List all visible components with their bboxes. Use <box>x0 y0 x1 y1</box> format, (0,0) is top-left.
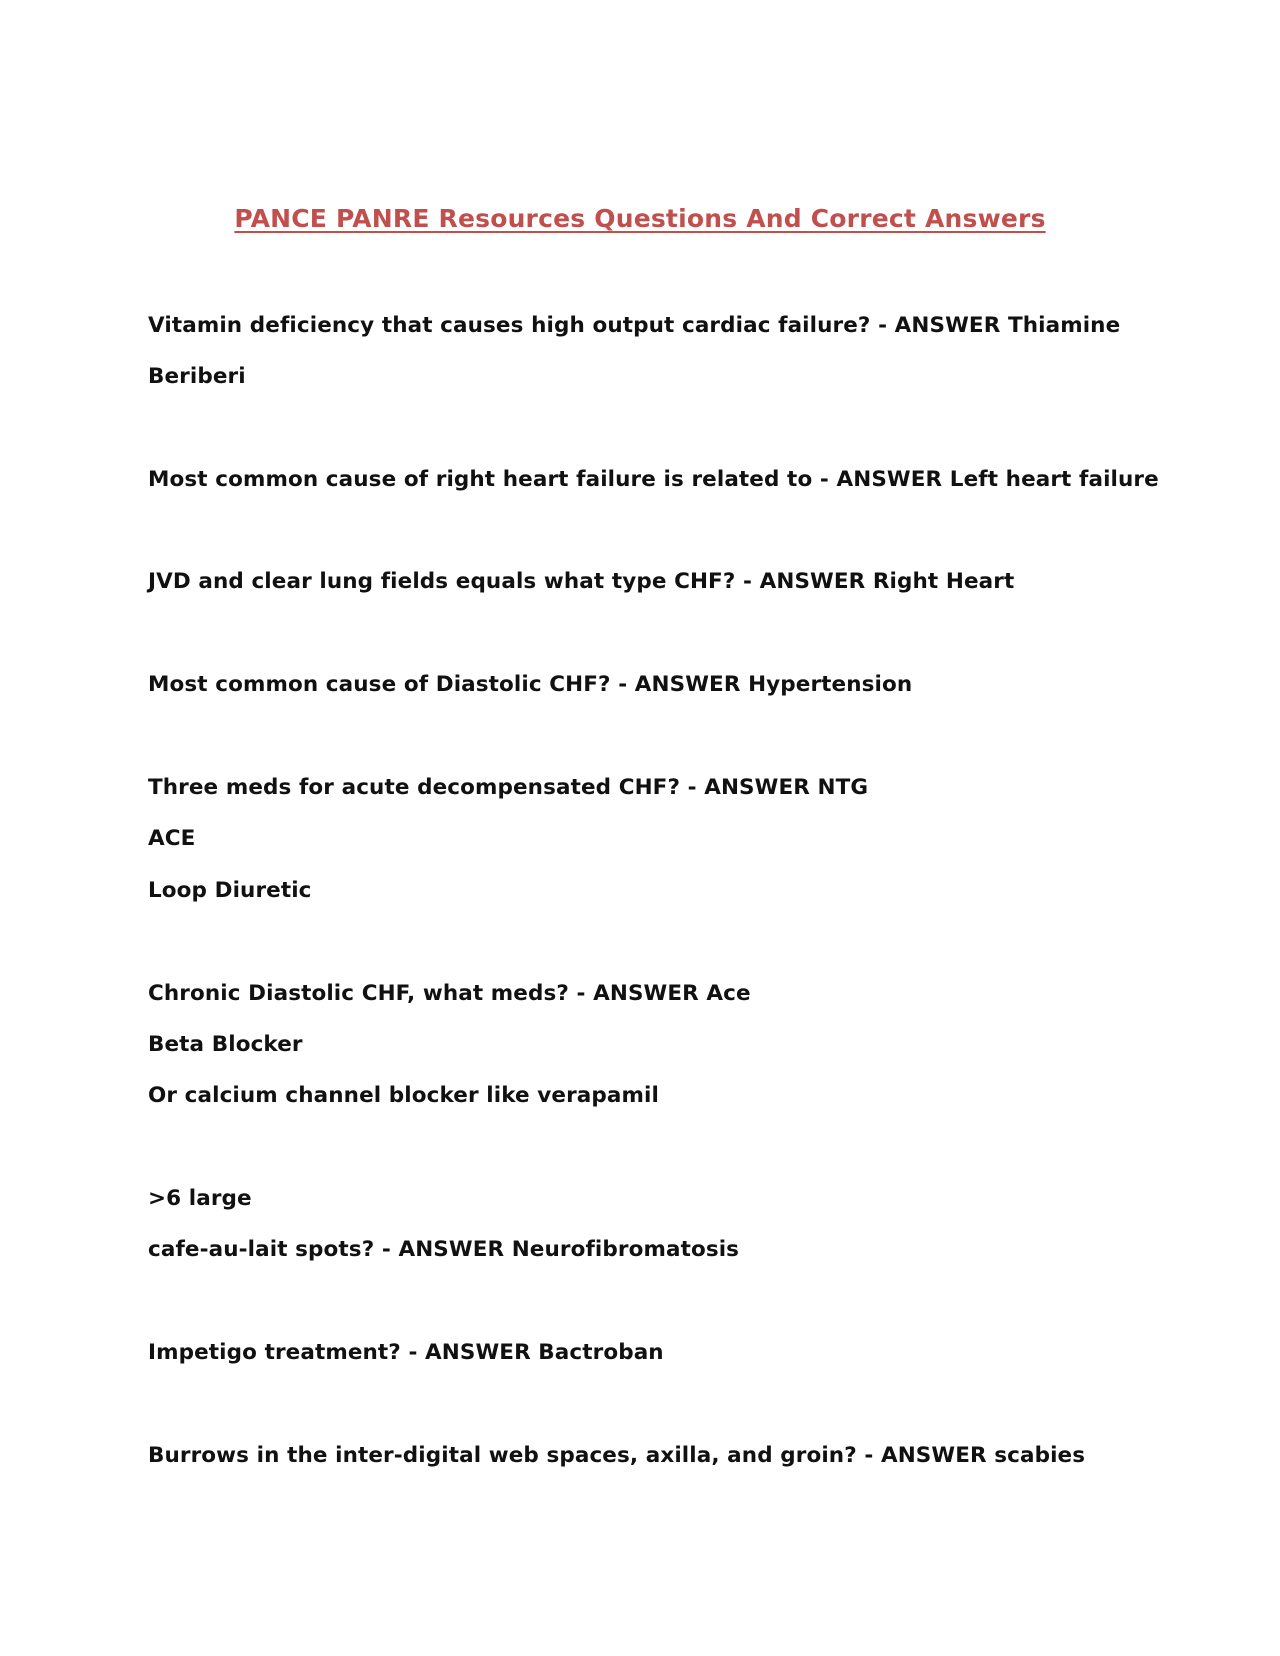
qa-line: Chronic Diastolic CHF, what meds? - ANSWER Ace <box>148 981 751 1006</box>
qa-line: Loop Diuretic <box>148 878 312 903</box>
qa-line: Beriberi <box>148 364 246 389</box>
qa-line: Vitamin deficiency that causes high output cardiac failure? - ANSWER Thiamine <box>148 313 1121 338</box>
qa-line: cafe-au-lait spots? - ANSWER Neurofibromatosis <box>148 1237 740 1262</box>
qa-line: Beta Blocker <box>148 1032 303 1057</box>
qa-line: JVD and clear lung fields equals what type CHF? - ANSWER Right Heart <box>148 569 1015 594</box>
qa-line: Most common cause of Diastolic CHF? - ANSWER Hypertension <box>148 672 913 697</box>
qa-line: Or calcium channel blocker like verapamil <box>148 1083 659 1108</box>
document-title: PANCE PANRE Resources Questions And Correct Answers <box>234 204 1046 233</box>
qa-line: Most common cause of right heart failure is related to - ANSWER Left heart failure <box>148 467 1159 492</box>
qa-line: ACE <box>148 826 196 851</box>
qa-line: Three meds for acute decompensated CHF? - ANSWER NTG <box>148 775 869 800</box>
qa-line: Burrows in the inter-digital web spaces, axilla, and groin? - ANSWER scabies <box>148 1443 1086 1468</box>
qa-line: >6 large <box>148 1186 252 1211</box>
qa-line: Impetigo treatment? - ANSWER Bactroban <box>148 1340 664 1365</box>
